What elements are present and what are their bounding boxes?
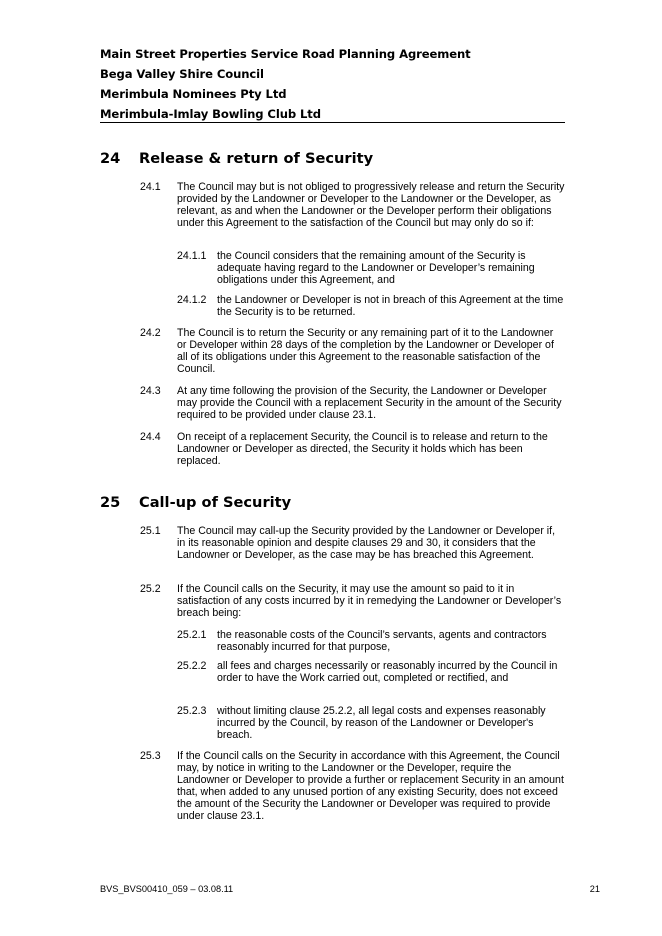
clause-text: At any time following the provision of the Security, the Landowner or Developer may provide the Council with a replacement Security in the amount of the Security required to be provided under clause 23.1. bbox=[177, 385, 562, 422]
subclause-number: 25.2.1 bbox=[177, 629, 207, 641]
subclause bbox=[177, 660, 567, 684]
section-title: Call-up of Security bbox=[139, 494, 292, 511]
clause bbox=[140, 750, 565, 823]
page-number: 21 bbox=[589, 884, 600, 894]
subclause-number: 25.2.3 bbox=[177, 705, 207, 717]
subclause bbox=[177, 705, 567, 741]
clause-number: 24.1 bbox=[140, 181, 161, 193]
clause-text: The Council may call-up the Security provided by the Landowner or Developer if, in its reasonable opinion and despite clauses 29 and 30, it considers that the Landowner or Developer, as the case may be has breached this Agreement. bbox=[177, 525, 556, 562]
subclause-text: the Landowner or Developer is not in breach of this Agreement at the time the Security is to be returned. bbox=[217, 294, 564, 319]
header-divider bbox=[100, 122, 565, 123]
subclause-text: the Council considers that the remaining amount of the Security is adequate having regard to the Landowner or Developer’s remaining obligations under this Agreement, and bbox=[217, 250, 535, 287]
clause-number: 25.3 bbox=[140, 750, 161, 762]
clause-number: 25.2 bbox=[140, 583, 161, 595]
clause-text: The Council may but is not obliged to progressively release and return the Security provided by the Landowner or Developer to the Landowner or the Developer, as relevant, as and when the Landowner or the Developer perform their obligations under this Agreement to the satisfaction of the Council but may only do so if: bbox=[177, 181, 565, 230]
header-party-council: Bega Valley Shire Council bbox=[100, 67, 264, 81]
running-header bbox=[100, 44, 565, 124]
clause-number: 25.1 bbox=[140, 525, 161, 537]
clause-number: 24.4 bbox=[140, 431, 161, 443]
section-number: 25 bbox=[100, 494, 121, 511]
header-agreement-title: Main Street Properties Service Road Planning Agreement bbox=[100, 47, 471, 61]
subclause-number: 25.2.2 bbox=[177, 660, 207, 672]
subclause-text: the reasonable costs of the Council’s servants, agents and contractors reasonably incurred for that purpose, bbox=[217, 629, 547, 654]
clause-text: If the Council calls on the Security in accordance with this Agreement, the Council may, by notice in writing to the Landowner or the Developer, require the Landowner or Developer to provide a further or replacement Security in an amount that, when added to any unused portion of any existing Security, does not exceed the amount of the Security the Landowner or Developer was required to provide under clause 23.1. bbox=[177, 750, 564, 823]
subclause bbox=[177, 294, 567, 318]
subclause-text: all fees and charges necessarily or reasonably incurred by the Council in order to have the Work carried out, completed or rectified, and bbox=[217, 660, 558, 685]
subclause-number: 24.1.1 bbox=[177, 250, 207, 262]
clause-number: 24.2 bbox=[140, 327, 161, 339]
subclause bbox=[177, 629, 567, 653]
section-heading bbox=[100, 494, 291, 512]
clause bbox=[140, 327, 565, 375]
clause bbox=[140, 181, 565, 229]
clause bbox=[140, 525, 565, 561]
section-title: Release & return of Security bbox=[139, 150, 374, 167]
header-party-bowling-club: Merimbula-Imlay Bowling Club Ltd bbox=[100, 107, 321, 121]
clause-number: 24.3 bbox=[140, 385, 161, 397]
clause-text: On receipt of a replacement Security, the Council is to release and return to the Landowner or Developer as directed, the Security it holds which has been replaced. bbox=[177, 431, 548, 468]
subclause bbox=[177, 250, 567, 286]
section-number: 24 bbox=[100, 150, 121, 167]
header-party-nominees: Merimbula Nominees Pty Ltd bbox=[100, 87, 287, 101]
section-heading bbox=[100, 150, 373, 168]
footer-doc-reference: BVS_BVS00410_059 – 03.08.11 bbox=[100, 884, 234, 894]
subclause-text: without limiting clause 25.2.2, all legal costs and expenses reasonably incurred by the Council, by reason of the Landowner or Developer's breach. bbox=[217, 705, 546, 742]
clause bbox=[140, 431, 565, 467]
clause bbox=[140, 385, 565, 421]
clause-text: The Council is to return the Security or any remaining part of it to the Landowner or Developer within 28 days of the completion by the Landowner or Developer of all of its obligations under this Agreement to the reasonable satisfaction of the Council. bbox=[177, 327, 554, 376]
subclause-number: 24.1.2 bbox=[177, 294, 207, 306]
clause-text: If the Council calls on the Security, it may use the amount so paid to it in satisfaction of any costs incurred by it in remedying the Landowner or Developer’s breach being: bbox=[177, 583, 562, 620]
clause bbox=[140, 583, 565, 619]
